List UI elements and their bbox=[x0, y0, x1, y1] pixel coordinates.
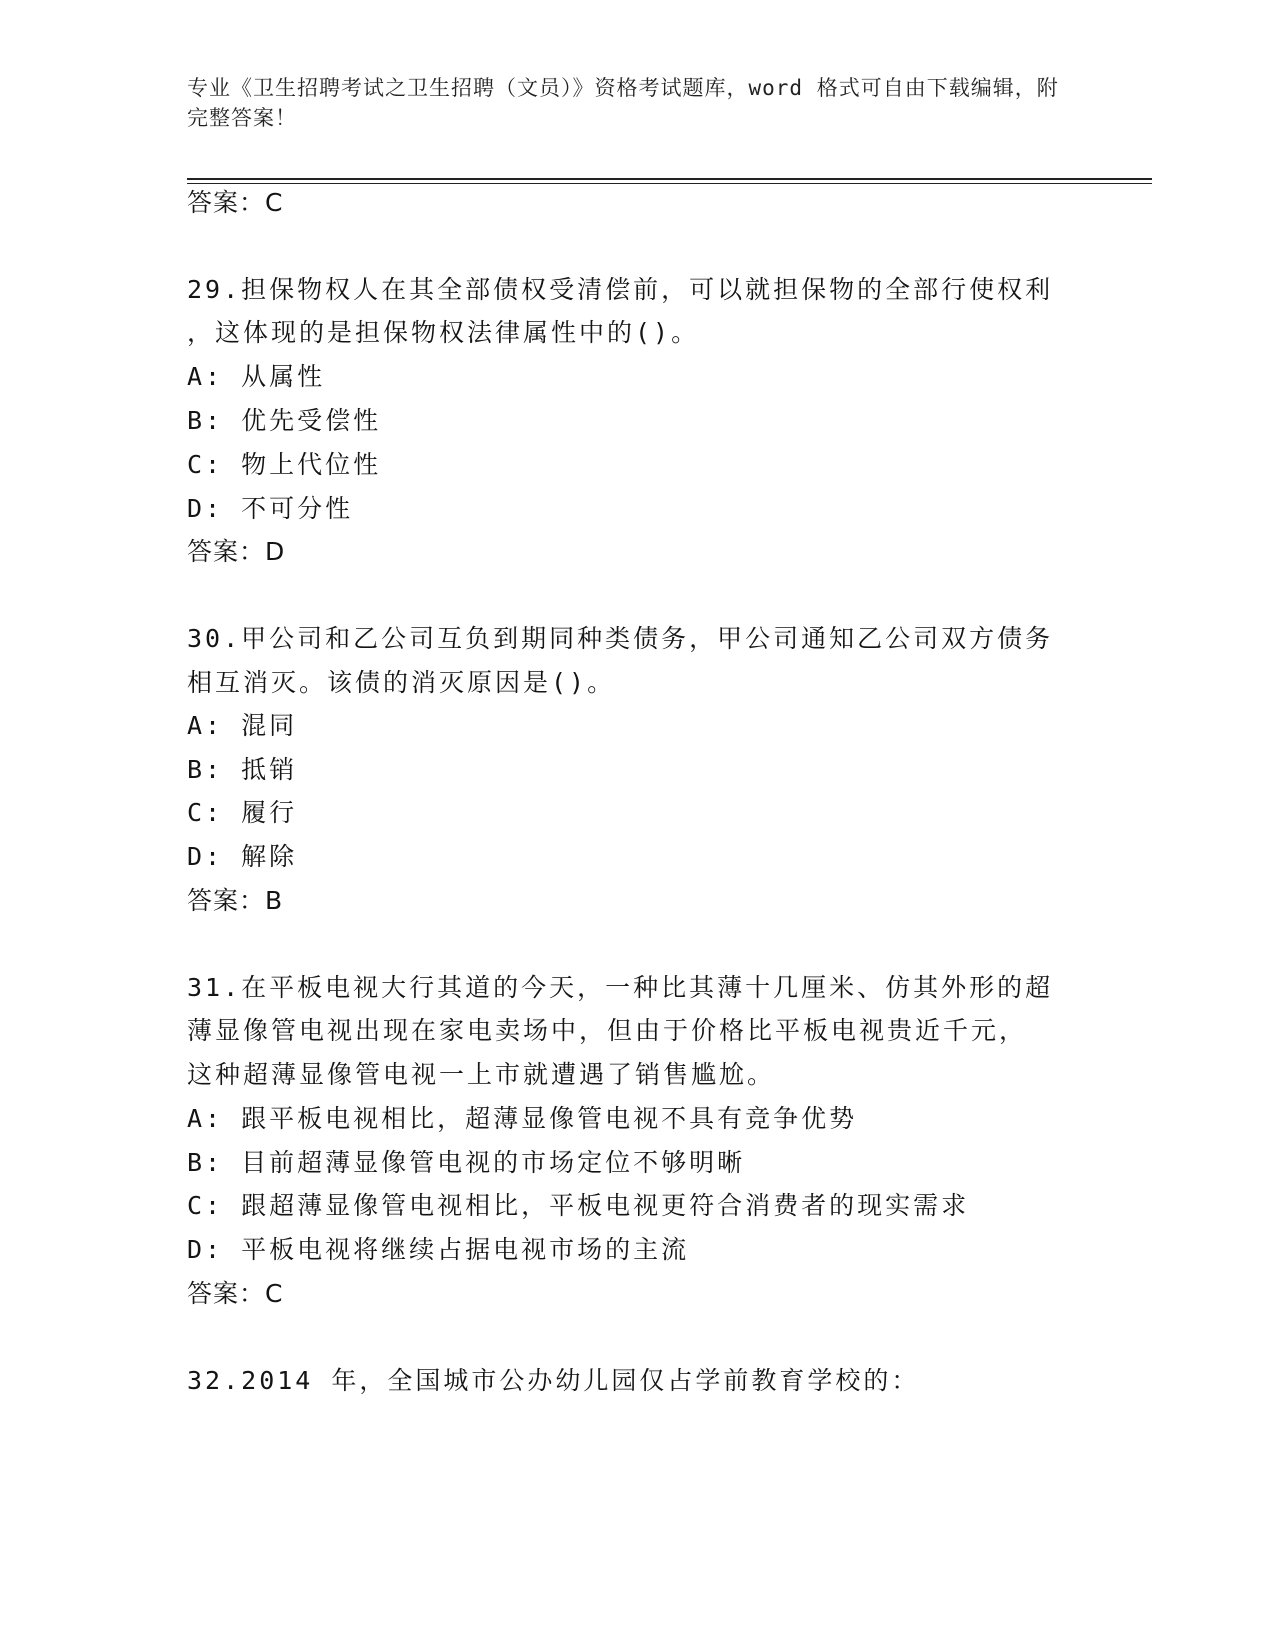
question-stem: 薄显像管电视出现在家电卖场中，但由于价格比平板电视贵近千元， bbox=[187, 1016, 1028, 1045]
question-stem: ，这体现的是担保物权法律属性中的()。 bbox=[187, 318, 700, 347]
question-stem: 31.在平板电视大行其道的今天，一种比其薄十几厘米、仿其外形的超 bbox=[187, 973, 1054, 1002]
header-rule-thin bbox=[187, 183, 1152, 184]
option-b: B: 优先受偿性 bbox=[187, 406, 382, 435]
option-a: A: 跟平板电视相比，超薄显像管电视不具有竞争优势 bbox=[187, 1104, 858, 1133]
answer-line: 答案：D bbox=[187, 537, 286, 566]
option-d: D: 不可分性 bbox=[187, 494, 354, 523]
option-a: A: 混同 bbox=[187, 711, 298, 740]
question-stem: 29.担保物权人在其全部债权受清偿前，可以就担保物的全部行使权利 bbox=[187, 275, 1054, 304]
question-stem: 这种超薄显像管电视一上市就遭遇了销售尴尬。 bbox=[187, 1060, 776, 1089]
option-b: B: 抵销 bbox=[187, 755, 298, 784]
header-rule bbox=[187, 178, 1152, 180]
option-a: A: 从属性 bbox=[187, 362, 326, 391]
option-c: C: 履行 bbox=[187, 798, 298, 827]
question-stem: 30.甲公司和乙公司互负到期同种类债务，甲公司通知乙公司双方债务 bbox=[187, 624, 1054, 653]
option-d: D: 解除 bbox=[187, 842, 298, 871]
option-c: C: 物上代位性 bbox=[187, 450, 382, 479]
option-b: B: 目前超薄显像管电视的市场定位不够明晰 bbox=[187, 1148, 746, 1177]
header-note: 专业《卫生招聘考试之卫生招聘（文员）》资格考试题库，word 格式可自由下载编辑，附完整答案！ bbox=[187, 76, 1059, 130]
answer-line: 答案：C bbox=[187, 1279, 284, 1308]
option-c: C: 跟超薄显像管电视相比，平板电视更符合消费者的现实需求 bbox=[187, 1191, 970, 1220]
answer-line: 答案：B bbox=[187, 886, 284, 915]
question-stem: 相互消灭。该债的消灭原因是()。 bbox=[187, 668, 616, 697]
answer-line: 答案：C bbox=[187, 188, 284, 217]
question-stem: 32.2014 年，全国城市公办幼儿园仅占学前教育学校的： bbox=[187, 1366, 920, 1395]
option-d: D: 平板电视将继续占据电视市场的主流 bbox=[187, 1235, 690, 1264]
